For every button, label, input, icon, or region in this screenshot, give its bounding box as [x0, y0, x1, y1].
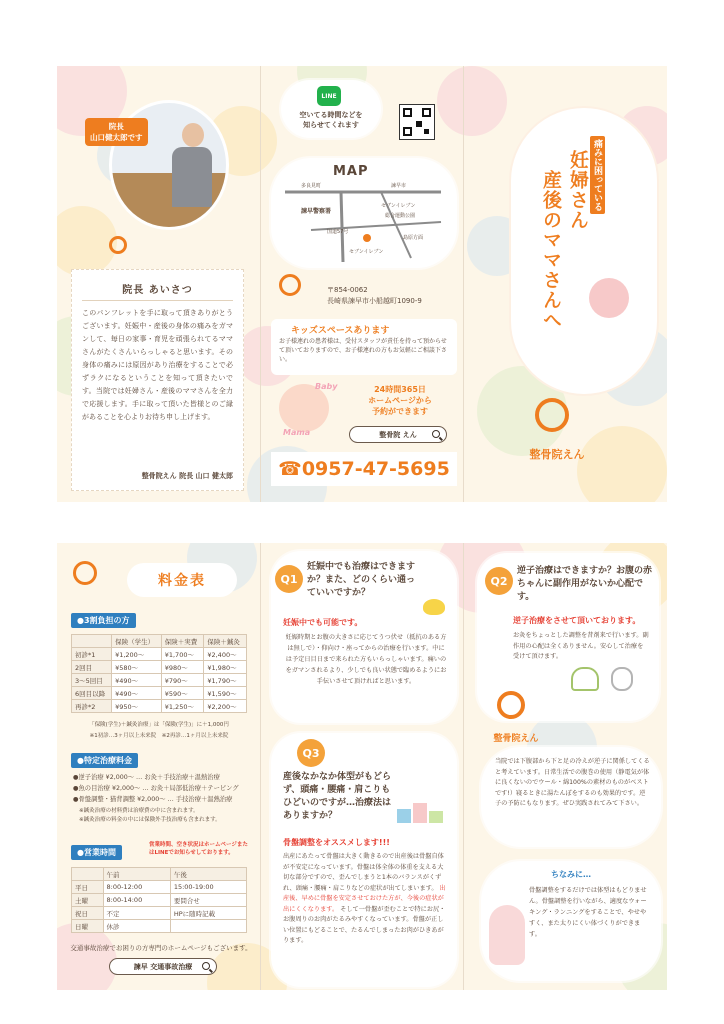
logo-mark: [109, 236, 129, 254]
table-cell: ¥790〜: [161, 674, 204, 687]
special-item: ●魚の目治療 ¥2,000〜 … お灸＋局部低治療＋テーピング: [73, 785, 239, 792]
q2-question: 逆子治療はできますか？お腹の赤ちゃんに副作用がないか心配です。: [517, 566, 653, 602]
watercolor-dot: [57, 206, 117, 276]
map-label: 国道57号: [327, 229, 349, 235]
map-label: 島原方面: [403, 235, 424, 241]
table-header-cell: 午後: [170, 868, 246, 881]
line-bubble: [281, 80, 381, 138]
q3-answer: 骨盤調整をオススメします!!!: [283, 838, 390, 847]
watercolor-dot: [577, 426, 667, 502]
director-tag: [85, 118, 148, 146]
table-cell: 3〜5回目: [72, 674, 112, 687]
table-cell: ¥980〜: [161, 661, 204, 674]
search-icon: [202, 962, 210, 970]
table-row: [72, 648, 247, 661]
fee-table: [71, 634, 247, 713]
baby-label: Baby: [315, 382, 338, 391]
table-cell: ¥1,250〜: [161, 700, 204, 713]
table-cell: 15:00-19:00: [170, 881, 246, 894]
table-header-cell: 保険（学生）: [112, 635, 162, 648]
special-note: ※鍼灸治療の材料費は治療費の中に含まれます。: [79, 808, 199, 814]
hours-heading: ●営業時間: [71, 845, 122, 860]
table-header-cell: [72, 635, 112, 648]
chinamini-title: ちなみに…: [551, 870, 591, 879]
map-label: セブンイレブン: [381, 203, 416, 209]
chinamini-body: 骨盤調整をするだけでは体型はもどりません。骨盤調整を行いながら、適度なウォーキング・ランニングをすることで、やせやすく、また太りにくい体づくりができます。: [529, 887, 647, 938]
special-heading: ●特定治療料金: [71, 753, 138, 768]
table-cell: 休診: [103, 920, 170, 933]
stroller-icon: [571, 667, 599, 691]
q3-question: 産後なかなか体型がもどらず、頭痛・腰痛・肩こりもひどいのですが…治療法はありますか？: [283, 772, 392, 821]
kids-space-title: キッズスペースあります: [291, 326, 390, 336]
q3-body-text: そして一骨盤が歪むことで特にお尻・お腹周りのお肉がたるみやすくなっています。骨盤が正しい位置にもどることで、たるんでしまったお肉がひきあがります。: [283, 905, 446, 944]
fee-note: ※1初診…3ヶ月以上未来院 ※2再診…1ヶ月以上未来院: [89, 733, 229, 739]
map-label: 多良見町: [301, 183, 322, 189]
table-cell: ¥1,590〜: [204, 687, 247, 700]
address: 長崎県諫早市小船越町1090-9: [327, 297, 422, 305]
special-item: ●逆子治療 ¥2,000〜 … お灸＋手技治療＋温熱治療: [73, 774, 220, 781]
traffic-search-text: 諫早 交通事故治療: [133, 962, 193, 971]
q2-answer: 逆子治療をさせて頂いております。: [513, 616, 641, 625]
table-header-row: [72, 635, 247, 648]
table-header-cell: 保険＋鍼灸: [204, 635, 247, 648]
q3-body-text: 出産にあたって骨盤は大きく動きるので出産後は骨盤自体が不安定になっています。骨盤は体全体の体重を支える大切な部分ですので、歪んでしまうと1本のバランスがくずれ、頭痛・腰痛・肩こりなどの症状が出てしまいます。: [283, 853, 444, 892]
logo-mark: [275, 274, 305, 304]
table-cell: 要問合せ: [170, 894, 246, 907]
special-note: ※鍼灸治療の料金の中には保険外手技治療も含まれます。: [79, 817, 221, 823]
table-row: [72, 661, 247, 674]
map-label: 諫早市: [391, 183, 407, 189]
mama-baby-illustration: [279, 384, 329, 432]
special-list: [73, 772, 259, 825]
director-tag-line: 山口健太郎です: [90, 133, 143, 142]
online-booking-text: [359, 384, 441, 417]
table-cell: ¥580〜: [112, 661, 162, 674]
q1-answer: 妊娠中でも可能です。: [283, 618, 363, 627]
map-bubble: [271, 158, 457, 268]
duck-icon: [423, 599, 445, 615]
map-label: 総合運動公園: [385, 213, 416, 219]
q2-body: お灸をちょっとした調整を昔剤来で行います。副作用の心配は全くありません。安心して治療を受けて頂けます。: [513, 632, 649, 660]
phone-number[interactable]: ☎0957-47-5695: [271, 452, 457, 486]
bib-icon: [611, 667, 633, 691]
table-cell: ¥490〜: [112, 674, 162, 687]
table-row: [72, 700, 247, 713]
table-cell: ¥590〜: [161, 687, 204, 700]
traffic-text: 交通事故治療でお困りの方専門のホームページもございます。: [70, 944, 252, 952]
greeting-signature: 整骨院えん 院長 山口 健太郎: [141, 472, 233, 480]
burden-heading: ●3割負担の方: [71, 613, 136, 628]
blocks-illustration: [397, 793, 443, 823]
table-cell: HPに随時記載: [170, 907, 246, 920]
qr-code-icon[interactable]: [399, 104, 435, 140]
watercolor-dot: [437, 66, 507, 136]
table-header-cell: [72, 868, 104, 881]
table-cell: 土曜: [72, 894, 104, 907]
table-header-cell: 午前: [103, 868, 170, 881]
greeting-title: 院長 あいさつ: [122, 285, 193, 296]
search-text: 整骨院 えん: [379, 430, 417, 439]
table-row: [72, 920, 247, 933]
line-text: 空いてる時間などを: [299, 111, 363, 119]
postal-code: 〒854-0062: [327, 286, 368, 294]
hours-table: [71, 867, 247, 933]
director-tag-line: 院長: [108, 122, 124, 131]
table-header-cell: 保険＋実費: [161, 635, 204, 648]
q2-number: Q2: [485, 567, 513, 595]
table-cell: ¥1,200〜: [112, 648, 162, 661]
logo-name: 整骨院えん: [493, 734, 539, 744]
table-cell: 不定: [103, 907, 170, 920]
fold-line: [463, 66, 464, 502]
table-cell: 初診*1: [72, 648, 112, 661]
table-cell: ¥1,700〜: [161, 648, 204, 661]
table-cell: ¥1,790〜: [204, 674, 247, 687]
baby-illustration: [589, 278, 629, 318]
table-cell: ¥2,400〜: [204, 648, 247, 661]
table-cell: 6回目以降: [72, 687, 112, 700]
brochure-inside: [57, 543, 667, 990]
booking-line: ホームページから: [368, 396, 432, 405]
fee-title: 料金表: [127, 563, 237, 597]
q1-number: Q1: [275, 565, 303, 593]
map-label: 諫早警察署: [301, 208, 332, 215]
q1-question: 妊娠中でも治療はできますか？また、どのくらい通っていいですか？: [307, 562, 416, 598]
table-row: [72, 907, 247, 920]
mama-label: Mama: [283, 428, 311, 437]
fold-line: [260, 66, 261, 502]
greeting-body: このパンフレットを手に取って頂きありがとうございます。妊娠中・産後の身体の痛みをガマンして、毎日の家事・育児を頑張られてるママさんがたくさんいらっしゃると思います。その身体の痛みには原因があり治療をすることで必ずラクになるということを知って頂きたいです。当院では妊婦さん・産後のママさんを全力で応援します。手に取って頂いた皆様とのご縁があることを心よりお待ち申し上げます。: [82, 309, 233, 421]
table-cell: ¥2,200〜: [204, 700, 247, 713]
map-title: MAP: [333, 164, 369, 179]
woman-illustration: [489, 905, 525, 965]
table-cell: ¥1,980〜: [204, 661, 247, 674]
booking-line: 24時間365日: [374, 385, 426, 394]
cover-title-line2: 産後のママさんへ: [540, 170, 562, 330]
search-box[interactable]: [349, 426, 447, 443]
table-cell: 日曜: [72, 920, 104, 933]
search-icon: [432, 430, 440, 438]
hours-notice: 営業時間、空き状況はホームページまたはLINEでお知らせしております。: [149, 842, 248, 856]
table-row: [72, 687, 247, 700]
address-block: [327, 285, 422, 307]
kids-space-body: お子様連れの患者様は、受付スタッフが責任を持って預からせて頂いておりますので、お子様連れの方もお気軽にご相談下さい。: [279, 338, 447, 363]
cover-subtitle: 痛みに困っている: [590, 136, 605, 214]
table-cell: 8:00-14:00: [103, 894, 170, 907]
brochure-outside: [57, 66, 667, 502]
booking-line: 予約ができます: [372, 407, 428, 416]
q3-number: Q3: [297, 739, 325, 767]
logo-mark: [71, 559, 101, 589]
map-label: セブンイレブン: [349, 249, 384, 255]
table-cell: ¥950〜: [112, 700, 162, 713]
table-header-row: [72, 868, 247, 881]
q3-body-highlight: 出産後、早めに骨盤を安定させておけた方が、今後の症状が出にくくなります。: [283, 884, 446, 913]
cover-title-line1: 妊婦さん: [567, 150, 589, 230]
table-cell: 祝日: [72, 907, 104, 920]
logo-name: 整骨院えん: [529, 448, 585, 461]
table-row: [72, 881, 247, 894]
table-row: [72, 674, 247, 687]
greeting-card: [71, 269, 244, 491]
q3-body: [283, 852, 449, 947]
table-cell: [170, 920, 246, 933]
line-text: 知らせてくれます: [303, 121, 359, 129]
logo-mark: [491, 691, 531, 727]
logo-mark: [527, 398, 577, 438]
table-cell: 8:00-12:00: [103, 881, 170, 894]
table-row: [72, 894, 247, 907]
fee-note: 「保険(学生)＋鍼灸治療」は「保険(学生)」に＋1,000円: [89, 722, 229, 728]
special-item: ●骨盤調整・猫背調整 ¥2,000〜 … 手技治療＋温熱治療: [73, 796, 233, 803]
watercolor-dot: [57, 923, 117, 990]
traffic-search-box[interactable]: [109, 958, 217, 975]
table-cell: ¥490〜: [112, 687, 162, 700]
kids-space-box: [271, 319, 457, 375]
line-icon[interactable]: LINE: [317, 86, 341, 106]
q1-body: 妊娠時期とお腹の大きさに応じてうつ伏せ（抵抗のある方は無しで）・仰向け・座ってからの治療を行います。中には予定日目日まで来られた方もいらっしゃいます。痛いのをガマンされるより、少しでも良い状態で臨めるようにお手伝いさせて頂ければと思います。: [285, 634, 447, 685]
reverse-tip-body: 当院では下腹部から下と足の冷えが逆子に関係してくると考えています。日常生活での腹巻の使用（静電気が体に良くないのでウール・綿100%の素材のものがベストです!）寝るときに湯たんぽをするのも効果的です。逆子の予防にもなります。ぜひ実践されてみて下さい。: [495, 758, 650, 807]
table-cell: 2回目: [72, 661, 112, 674]
fold-line: [260, 543, 261, 990]
table-cell: 平日: [72, 881, 104, 894]
fold-line: [463, 543, 464, 990]
table-cell: 再診*2: [72, 700, 112, 713]
